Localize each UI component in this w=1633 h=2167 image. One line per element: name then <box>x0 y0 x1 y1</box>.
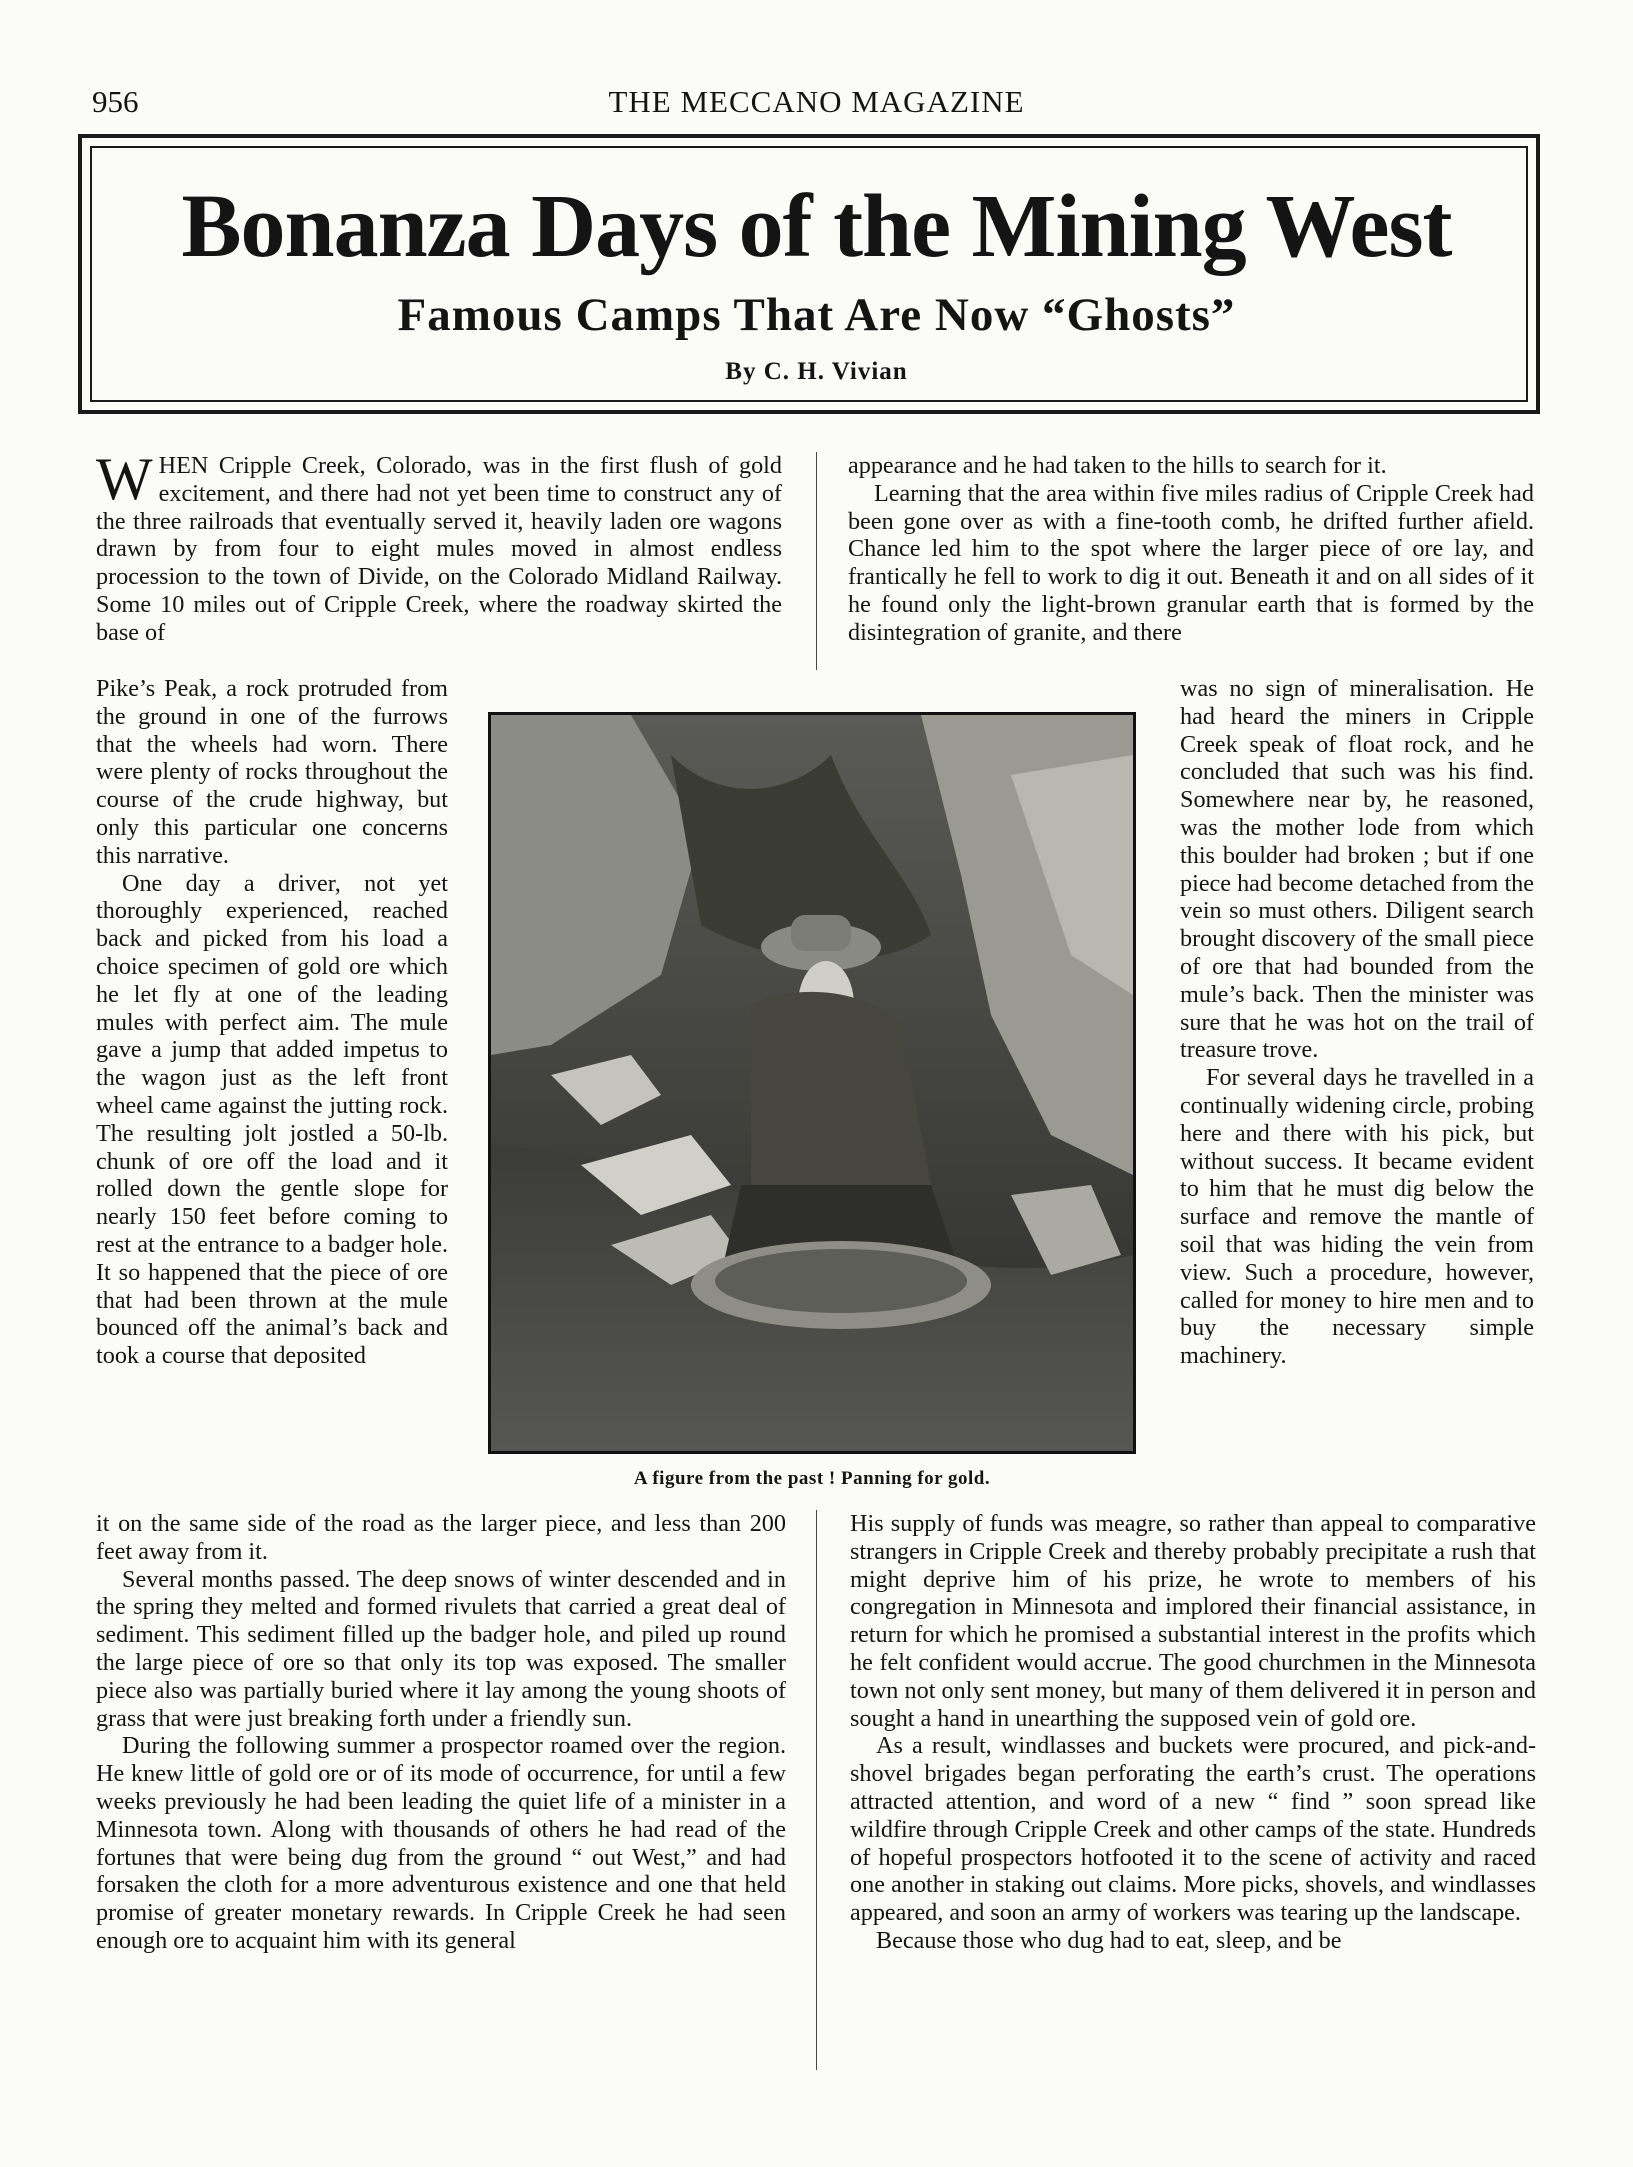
photo-caption: A figure from the past ! Panning for gold. <box>633 1468 991 1489</box>
paragraph: Pike’s Peak, a rock protruded from the ground in one of the furrows that the wheels had worn. There were plenty of rocks throughout the course of the crude highway, but only this particular one concerns this narrative. <box>96 675 448 869</box>
left-column-top <box>96 446 782 647</box>
right-column-bottom <box>850 1510 1536 1955</box>
article-subtitle: Famous Camps That Are Now “Ghosts” <box>397 289 1236 341</box>
drop-cap: W <box>96 446 153 512</box>
running-head: THE MECCANO MAGAZINE <box>608 84 1025 119</box>
paragraph: As a result, windlasses and buckets were procured, and pick-and-shovel brigades began perforating the earth’s crust. The operations attracted attention, and word of a new “ find ” soon spread like wildfire through Cripple Creek and other camps of the state. Hundreds of hopeful prospectors hotfooted it to the scene of activity and raced one another in staking out claims. More picks, shovels, and windlasses appeared, and soon an army of workers was tearing up the landscape. <box>850 1732 1536 1927</box>
paragraph: it on the same side of the road as the larger piece, and less than 200 feet away from it. <box>96 1510 786 1565</box>
prospector-photo <box>488 712 1136 1454</box>
paragraph: Because those who dug had to eat, sleep, and be <box>876 1926 1342 1954</box>
column-rule <box>816 1510 817 2070</box>
right-column-narrow <box>1180 675 1534 1370</box>
left-column-bottom <box>96 1510 786 1955</box>
paragraph: One day a driver, not yet thoroughly experienced, reached back and picked from his load a choice specimen of gold ore which he let fly at one of the leading mules with perfect aim. The mule gave a jump that added impetus to the wagon just as the left front wheel came against the jutting rock. The resulting jolt jostled a 50-lb. chunk of ore off the load and it rolled down the gentle slope for nearly 150 feet before coming to rest at the entrance to a badger hole. It so happened that the piece of ore that had been thrown at the mule bounced off the animal’s back and took a course that deposited <box>96 869 448 1370</box>
column-rule <box>816 452 817 670</box>
left-column-narrow <box>96 675 448 1370</box>
paragraph: HEN Cripple Creek, Colorado, was in the first flush of gold excitement, and there had not yet been time to construct any of the three railroads that eventually served it, heavily laden ore wagons drawn by from four to eight mules moved in almost endless procession to the town of Divide, on the Colorado Midland Railway. Some 10 miles out of Cripple Creek, where the roadway skirted the base of <box>96 452 782 646</box>
byline: By C. H. Vivian <box>725 358 908 385</box>
paragraph: For several days he travelled in a continually widening circle, probing here and there with his pick, but without success. It became evident to him that he must dig below the surface and remove the mantle of soil that was hiding the vein from view. Such a procedure, however, called for money to hire men and to buy the necessary simple machinery. <box>1180 1064 1534 1370</box>
paragraph: was no sign of mineralisation. He had heard the miners in Cripple Creek speak of float rock, and he concluded that such was his find. Somewhere near by, he reasoned, was the mother lode from which this boulder had broken ; but if one piece had become detached from the vein so must others. Diligent search brought discovery of the small piece of ore that had bounded from the mule’s back. Then the minister was sure that he was hot on the trail of treasure trove. <box>1180 675 1534 1064</box>
paragraph: His supply of funds was meagre, so rather than appeal to comparative strangers in Cripple Creek and thereby probably precipitate a rush that might deprive him of his prize, he wrote to members of his congregation in Minnesota and implored their financial assistance, in return for which he promised a substantial interest in the profits which he felt confident would accrue. The good churchmen in the Minnesota town not only sent money, but many of them delivered it in person and sought a hand in unearthing the supposed vein of gold ore. <box>850 1510 1536 1732</box>
paragraph: Several months passed. The deep snows of winter descended and in the spring they melted and formed rivulets that carried a great deal of sediment. This sediment filled up the badger hole, and piled up round the large piece of ore so that only its top was exposed. The smaller piece also was partially buried where it lay among the young shoots of grass that were just breaking forth under a friendly sun. <box>96 1565 786 1732</box>
right-column-top <box>848 452 1534 647</box>
paragraph: Learning that the area within five miles radius of Cripple Creek had been gone over as with a fine-tooth comb, he drifted further afield. Chance led him to the spot where the larger piece of ore lay, and frantically he fell to work to dig it out. Beneath it and on all sides of it he found only the light-brown granular earth that is formed by the disintegration of granite, and there <box>848 479 1534 646</box>
paragraph: appearance and he had taken to the hills to search for it. <box>848 452 1387 479</box>
paragraph: During the following summer a prospector roamed over the region. He knew little of gold ore or of its mode of occurrence, for until a few weeks previously he had been leading the quiet life of a minister in a Minnesota town. Along with thousands of others he had read of the fortunes that were being dug from the ground “ out West,” and had forsaken the cloth for a more adventurous existence and one that held promise of greater monetary rewards. In Cripple Creek he had seen enough ore to acquaint him with its general <box>96 1732 786 1954</box>
page-number: 956 <box>92 84 139 119</box>
article-title: Bonanza Days of the Mining West <box>181 177 1452 276</box>
